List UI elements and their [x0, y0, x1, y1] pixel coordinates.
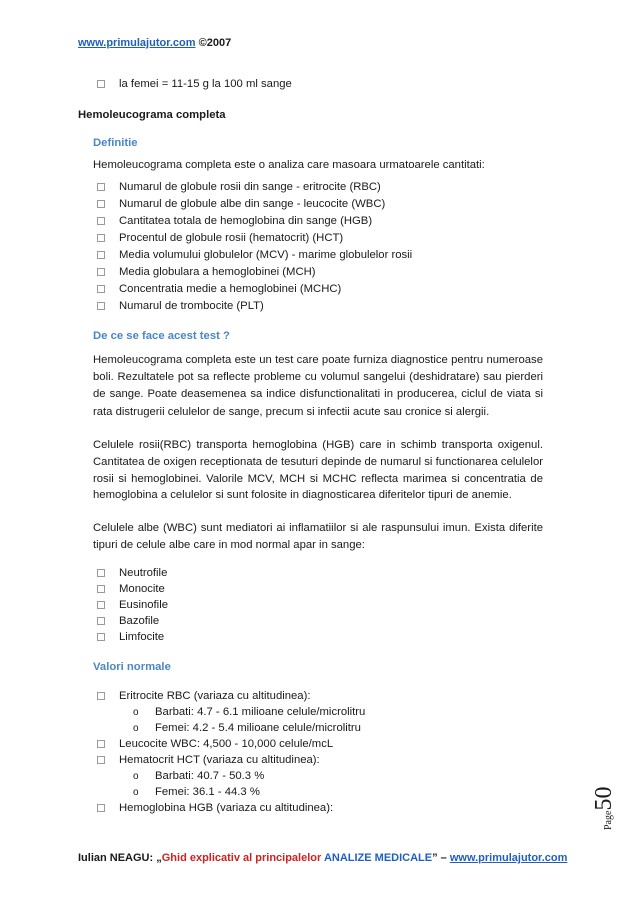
bullet-icon	[97, 285, 105, 293]
footer-author: Iulian NEAGU: „	[78, 852, 162, 864]
sub-list-item: o Barbati: 4.7 - 6.1 milioane celule/microlitru	[133, 706, 366, 718]
bullet-icon	[97, 601, 105, 609]
bullet-icon	[97, 251, 105, 259]
list-item: Numarul de globule rosii din sange - eritrocite (RBC)	[97, 180, 381, 195]
list-item: Eusinofile	[97, 598, 168, 613]
list-item: Procentul de globule rosii (hematocrit) (HCT)	[97, 231, 343, 246]
sub-list-item: o Femei: 36.1 - 44.3 %	[133, 786, 260, 798]
list-item: Hematocrit HCT (variaza cu altitudinea):	[97, 753, 320, 768]
bullet-icon	[97, 268, 105, 276]
page-header	[78, 36, 231, 51]
sub-bullet-icon: o	[133, 787, 139, 798]
list-item: Concentratia medie a hemoglobinei (MCHC)	[97, 282, 341, 297]
list-item: Eritrocite RBC (variaza cu altitudinea):	[97, 689, 311, 704]
header-copyright: ©2007	[198, 37, 232, 49]
footer-analize: ANALIZE MEDICALE	[323, 852, 433, 864]
definitie-heading: Definitie	[93, 137, 138, 149]
list-item: Media volumului globulelor (MCV) - marime globulelor rosii	[97, 248, 412, 263]
sub-list-item: o Femei: 4.2 - 5.4 milioane celule/microlitru	[133, 722, 361, 734]
bullet-icon	[97, 217, 105, 225]
list-item: Hemoglobina HGB (variaza cu altitudinea):	[97, 801, 333, 816]
list-item: Bazofile	[97, 614, 159, 629]
bullet-icon	[97, 756, 105, 764]
test-paragraph-2: Celulele rosii(RBC) transporta hemoglobina (HGB) care in schimb transporta oxigenul. Cantitatea de oxigen receptionata de tesuturi depinde de numarul si functionarea celulelor rosii si hemoglobinei. Valorile MCV, MCH si MCHC reflecta marimea si concentratia de hemoglobina a celulelor si sunt folosite in diagnosticarea diferitelor tipuri de anemie.	[93, 439, 543, 502]
page-label: Page	[603, 810, 614, 830]
header-site-link[interactable]: www.primulajutor.com	[78, 37, 196, 49]
list-item: Numarul de trombocite (PLT)	[97, 299, 264, 314]
bullet-icon	[97, 692, 105, 700]
test-heading: De ce se face acest test ?	[93, 330, 230, 342]
test-paragraph-1: Hemoleucograma completa este un test care poate furniza diagnostice pentru numeroase boli. Rezultatele pot sa reflecte probleme cu volumul sangelui (deshidratare) sau pierderi de sange. Poate deasemenea sa indice disfunctionalitati in producerea, ciclul de viata si rata distrugerii celulelor de sange, precum si infectii acute sau cronice si alergii.	[93, 354, 543, 418]
list-item	[97, 77, 292, 92]
sub-list-item: o Barbati: 40.7 - 50.3 %	[133, 770, 265, 782]
definitie-intro: Hemoleucograma completa este o analiza care masoara urmatoarele cantitati:	[93, 159, 485, 171]
sub-bullet-icon: o	[133, 707, 139, 718]
footer-guide: Ghid explicativ al principalelor	[161, 852, 324, 864]
page-footer	[78, 851, 567, 866]
list-item: Monocite	[97, 582, 165, 597]
bullet-icon	[97, 740, 105, 748]
section-title: Hemoleucograma completa	[78, 109, 226, 121]
list-item: Numarul de globule albe din sange - leucocite (WBC)	[97, 197, 385, 212]
bullet-icon	[97, 617, 105, 625]
bullet-icon	[97, 183, 105, 191]
list-item: Neutrofile	[97, 566, 167, 581]
bullet-icon	[97, 80, 105, 88]
page-number	[588, 770, 618, 830]
bullet-icon	[97, 804, 105, 812]
list-item: Cantitatea totala de hemoglobina din sange (HGB)	[97, 214, 372, 229]
sub-bullet-icon: o	[133, 723, 139, 734]
bullet-icon	[97, 585, 105, 593]
list-item-text: la femei = 11-15 g la 100 ml sange	[119, 78, 292, 90]
bullet-icon	[97, 569, 105, 577]
sub-bullet-icon: o	[133, 771, 139, 782]
list-item: Limfocite	[97, 630, 164, 645]
page-number-value: 50	[591, 786, 617, 811]
bullet-icon	[97, 234, 105, 242]
list-item: Leucocite WBC: 4,500 - 10,000 celule/mcL	[97, 737, 333, 752]
footer-site-link[interactable]: www.primulajutor.com	[449, 852, 568, 864]
test-paragraph-3: Celulele albe (WBC) sunt mediatori ai inflamatiilor si ale raspunsului imun. Exista diferite tipuri de celule albe care in mod normal apar in sange:	[93, 522, 543, 551]
bullet-icon	[97, 633, 105, 641]
bullet-icon	[97, 200, 105, 208]
footer-closing: ” –	[432, 852, 450, 864]
list-item: Media globulara a hemoglobinei (MCH)	[97, 265, 316, 280]
bullet-icon	[97, 302, 105, 310]
valori-heading: Valori normale	[93, 661, 171, 673]
